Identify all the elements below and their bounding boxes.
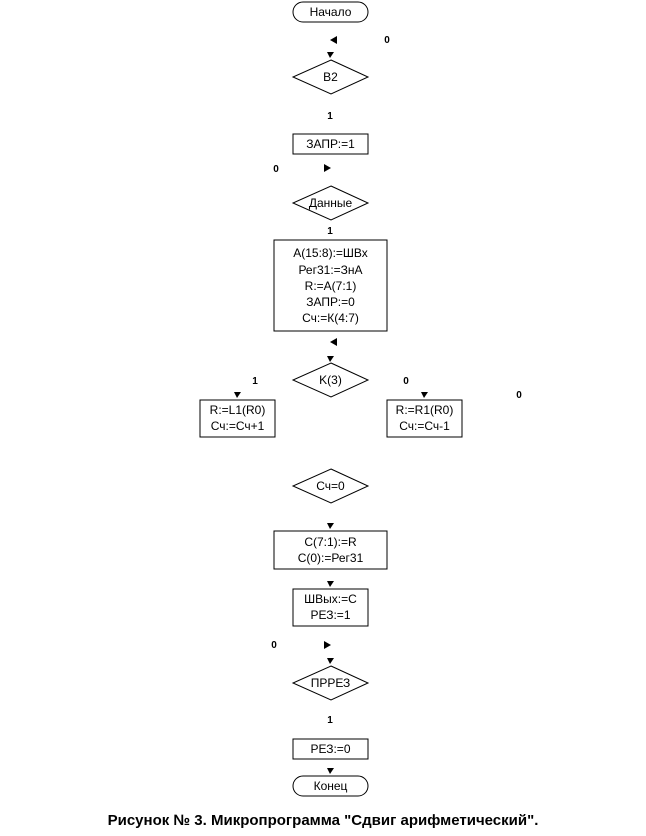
- figure-caption: Рисунок № 3. Микропрограмма "Сдвиг арифметический".: [107, 812, 539, 829]
- decision-prrez-label: ПРРЕЗ: [310, 676, 351, 690]
- block-right-shift-line: Сч:=Сч-1: [399, 419, 450, 433]
- decision-k3-label: K(3): [319, 373, 342, 387]
- arrow-down-k3: [327, 356, 334, 362]
- arrow-down-right-shift: [421, 392, 428, 398]
- decision-b2-label: B2: [323, 70, 338, 84]
- branch-label-prrez-no: 0: [271, 640, 277, 651]
- block-left-shift-line: Сч:=Сч+1: [210, 419, 265, 433]
- arrow-right-prrez-loop: [324, 641, 331, 649]
- arrow-left-b2-loop: [330, 36, 337, 44]
- block-rez0-line: РЕЗ:=0: [310, 742, 351, 756]
- branch-label-sch-no: 0: [516, 390, 522, 401]
- block-load-line: ЗАПР:=0: [306, 295, 355, 309]
- branch-label-b2-no: 0: [384, 35, 390, 46]
- decision-sch0-label: Сч=0: [316, 479, 345, 493]
- branch-label-b2-yes: 1: [327, 111, 333, 122]
- decision-data-label: Данные: [308, 196, 353, 210]
- block-store-line: C(7:1):=R: [304, 535, 357, 549]
- arrow-down-left-shift: [234, 392, 241, 398]
- block-load-line: R:=A(7:1): [304, 279, 357, 293]
- arrow-right-data-loop: [324, 164, 331, 172]
- block-load-line: Сч:=К(4:7): [302, 311, 359, 325]
- block-left-shift-line: R:=L1(R0): [209, 403, 266, 417]
- arrow-left-k3: [330, 338, 337, 346]
- branch-label-prrez-yes: 1: [327, 715, 333, 726]
- branch-label-data-no: 0: [273, 164, 279, 175]
- end-label: Конец: [313, 779, 348, 793]
- block-store-line: C(0):=Рег31: [297, 551, 364, 565]
- block-out-line: ШВых:=C: [304, 592, 357, 606]
- branch-label-data-yes: 1: [327, 226, 333, 237]
- block-load-line: Рег31:=ЗнА: [298, 263, 363, 277]
- block-zapr1-line: ЗАПР:=1: [306, 137, 355, 151]
- arrow-down-store: [327, 523, 334, 529]
- block-out-line: РЕЗ:=1: [310, 608, 351, 622]
- arrow-down-end: [327, 768, 334, 774]
- arrow-down-prrez: [327, 658, 334, 664]
- branch-label-k3-yes: 1: [252, 376, 258, 387]
- start-label: Начало: [309, 5, 352, 19]
- arrow-down-b2: [327, 52, 334, 58]
- block-right-shift-line: R:=R1(R0): [395, 403, 454, 417]
- branch-label-k3-no: 0: [403, 376, 409, 387]
- block-load-line: A(15:8):=ШВх: [293, 246, 368, 260]
- arrow-down-out: [327, 581, 334, 587]
